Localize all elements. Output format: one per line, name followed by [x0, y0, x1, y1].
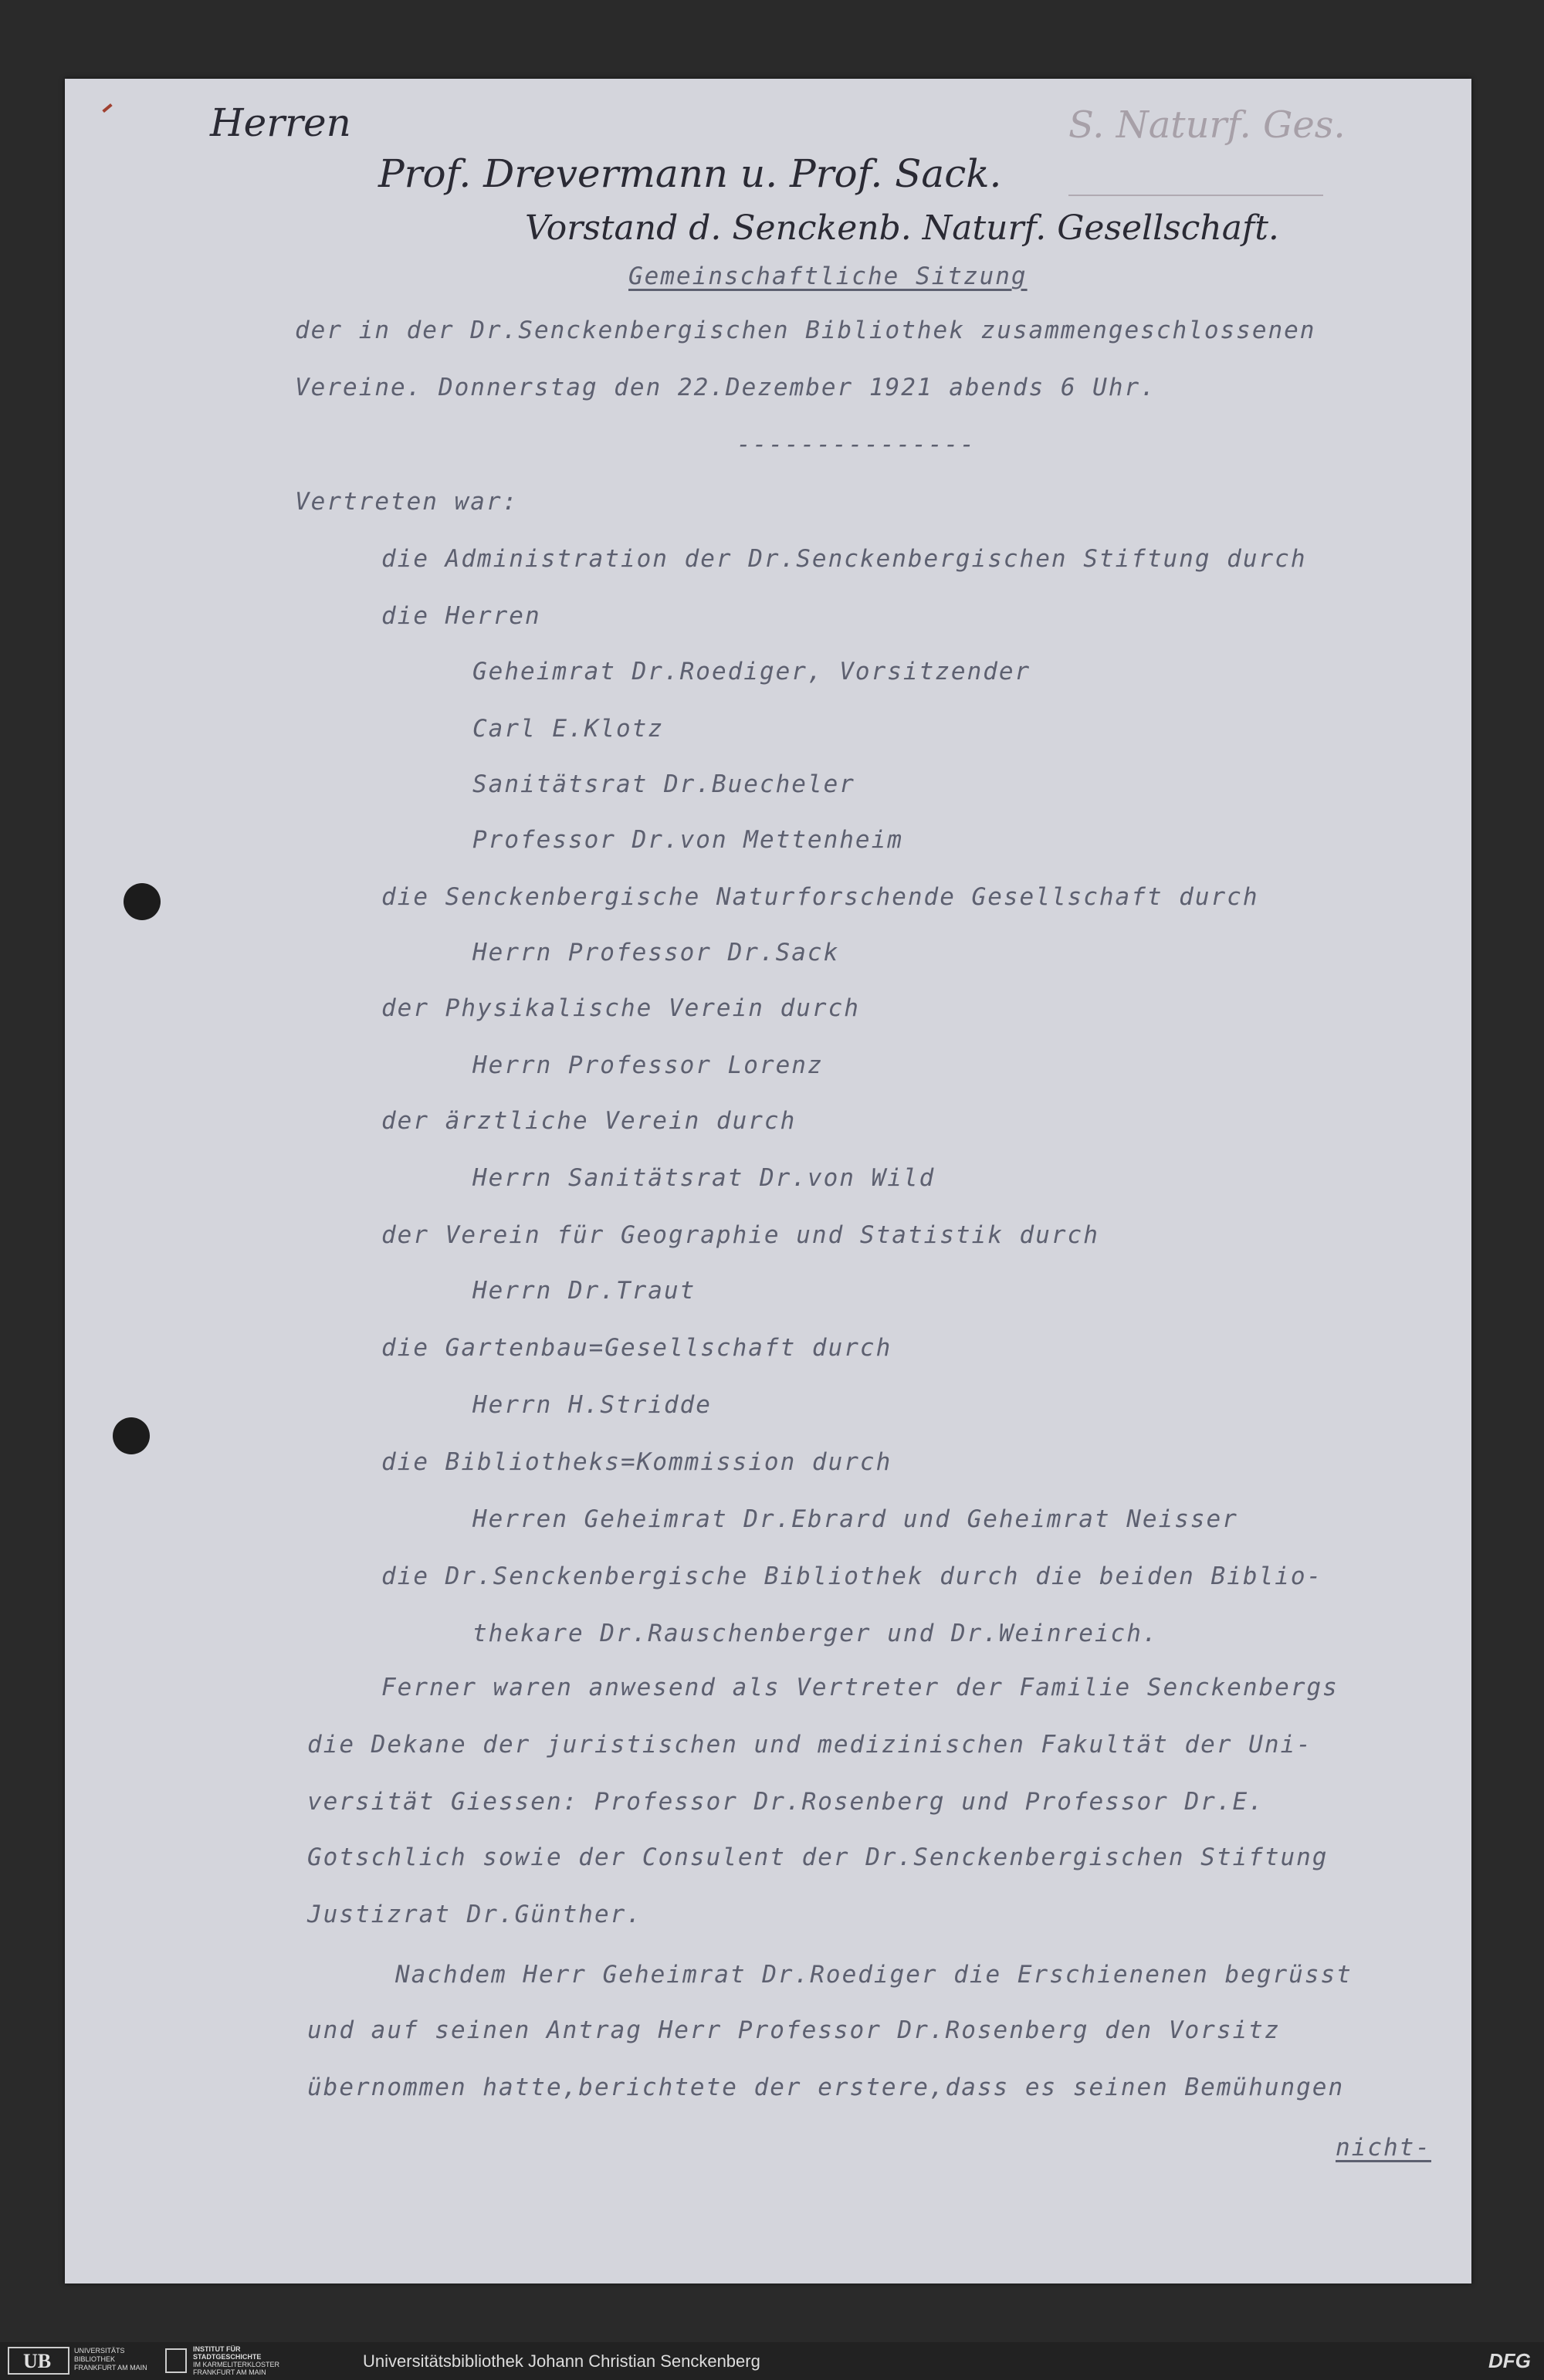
text-line: versität Giessen: Professor Dr.Rosenberg und Professor Dr.E. — [307, 1788, 1265, 1816]
ub-logo-text: UB — [23, 2350, 52, 2372]
footer-bar — [0, 2342, 1544, 2380]
text-line: Professor Dr.von Mettenheim — [472, 826, 903, 854]
institute-name — [193, 2345, 279, 2376]
text-line: die Dr.Senckenbergische Bibliothek durch die beiden Biblio- — [381, 1562, 1323, 1590]
text-line: Herrn Professor Dr.Sack — [472, 939, 840, 967]
punch-hole-lower — [113, 1417, 150, 1454]
text-line: und auf seinen Antrag Herr Professor Dr.Rosenberg den Vorsitz — [307, 2016, 1281, 2044]
text-line: Herrn Professor Lorenz — [472, 1051, 824, 1079]
text-line: Herrn Sanitätsrat Dr.von Wild — [472, 1164, 936, 1192]
text-line: Carl E.Klotz — [472, 715, 664, 743]
text-line: die Senckenbergische Naturforschende Gesellschaft durch — [381, 883, 1259, 911]
institute-logo — [165, 2348, 187, 2373]
text-line: Herrn H.Stridde — [472, 1391, 712, 1419]
institute-name-line: IM KARMELITERKLOSTER — [193, 2361, 280, 2368]
pencil-note: S. Naturf. Ges. — [1068, 103, 1346, 147]
text-line: die Gartenbau=Gesellschaft durch — [381, 1334, 892, 1362]
library-name: Universitätsbibliothek Johann Christian Senckenberg — [363, 2351, 760, 2371]
text-line: Nachdem Herr Geheimrat Dr.Roediger die Erschienenen begrüsst — [395, 1961, 1353, 1989]
catchword: nicht- — [1336, 2134, 1431, 2162]
section-divider: --------------- — [736, 431, 976, 459]
text-line: der Physikalische Verein durch — [381, 994, 860, 1022]
handwritten-addressees: Prof. Drevermann u. Prof. Sack. — [378, 151, 1002, 196]
text-line: Geheimrat Dr.Roediger, Vorsitzender — [472, 658, 1031, 686]
dfg-logo: DFG — [1488, 2349, 1531, 2372]
handwritten-board: Vorstand d. Senckenb. Naturf. Gesellschaft. — [525, 208, 1279, 248]
ub-name-line: FRANKFURT AM MAIN — [74, 2364, 147, 2372]
ub-name — [74, 2347, 147, 2372]
ub-logo — [8, 2347, 69, 2375]
intro-line: der in der Dr.Senckenbergischen Bibliothek zusammengeschlossenen — [295, 317, 1316, 344]
text-line: der ärztliche Verein durch — [381, 1107, 797, 1135]
handwritten-salutation: Herren — [210, 100, 351, 145]
document-title: Gemeinschaftliche Sitzung — [628, 262, 1028, 290]
text-line: übernommen hatte,berichtete der erstere,dass es seinen Bemühungen — [307, 2074, 1345, 2101]
punch-hole-upper — [124, 883, 161, 920]
text-line: Herrn Dr.Traut — [472, 1277, 696, 1305]
text-line: Vertreten war: — [295, 488, 519, 516]
text-line: die Administration der Dr.Senckenbergischen Stiftung durch — [381, 545, 1307, 573]
text-line: Gotschlich sowie der Consulent der Dr.Senckenbergischen Stiftung — [307, 1843, 1329, 1871]
text-line: die Herren — [381, 602, 541, 630]
ub-name-line: BIBLIOTHEK — [74, 2355, 116, 2363]
text-line: Ferner waren anwesend als Vertreter der Familie Senckenbergs — [381, 1674, 1339, 1701]
institute-name-line: FRANKFURT AM MAIN — [193, 2368, 266, 2376]
text-line: die Bibliotheks=Kommission durch — [381, 1448, 892, 1476]
institute-name-line: STADTGESCHICHTE — [193, 2353, 262, 2361]
text-line: Sanitätsrat Dr.Buecheler — [472, 770, 855, 798]
text-line: Herren Geheimrat Dr.Ebrard und Geheimrat Neisser — [472, 1505, 1238, 1533]
intro-line: Vereine. Donnerstag den 22.Dezember 1921 abends 6 Uhr. — [295, 374, 1156, 401]
text-line: der Verein für Geographie und Statistik durch — [381, 1221, 1099, 1249]
text-line: thekare Dr.Rauschenberger und Dr.Weinreich. — [472, 1620, 1159, 1647]
text-line: die Dekane der juristischen und medizinischen Fakultät der Uni- — [307, 1731, 1312, 1759]
ub-name-line: UNIVERSITÄTS — [74, 2347, 125, 2355]
text-line: Justizrat Dr.Günther. — [307, 1901, 642, 1928]
institute-name-line: INSTITUT FÜR — [193, 2345, 241, 2353]
pencil-underline — [1068, 195, 1323, 196]
